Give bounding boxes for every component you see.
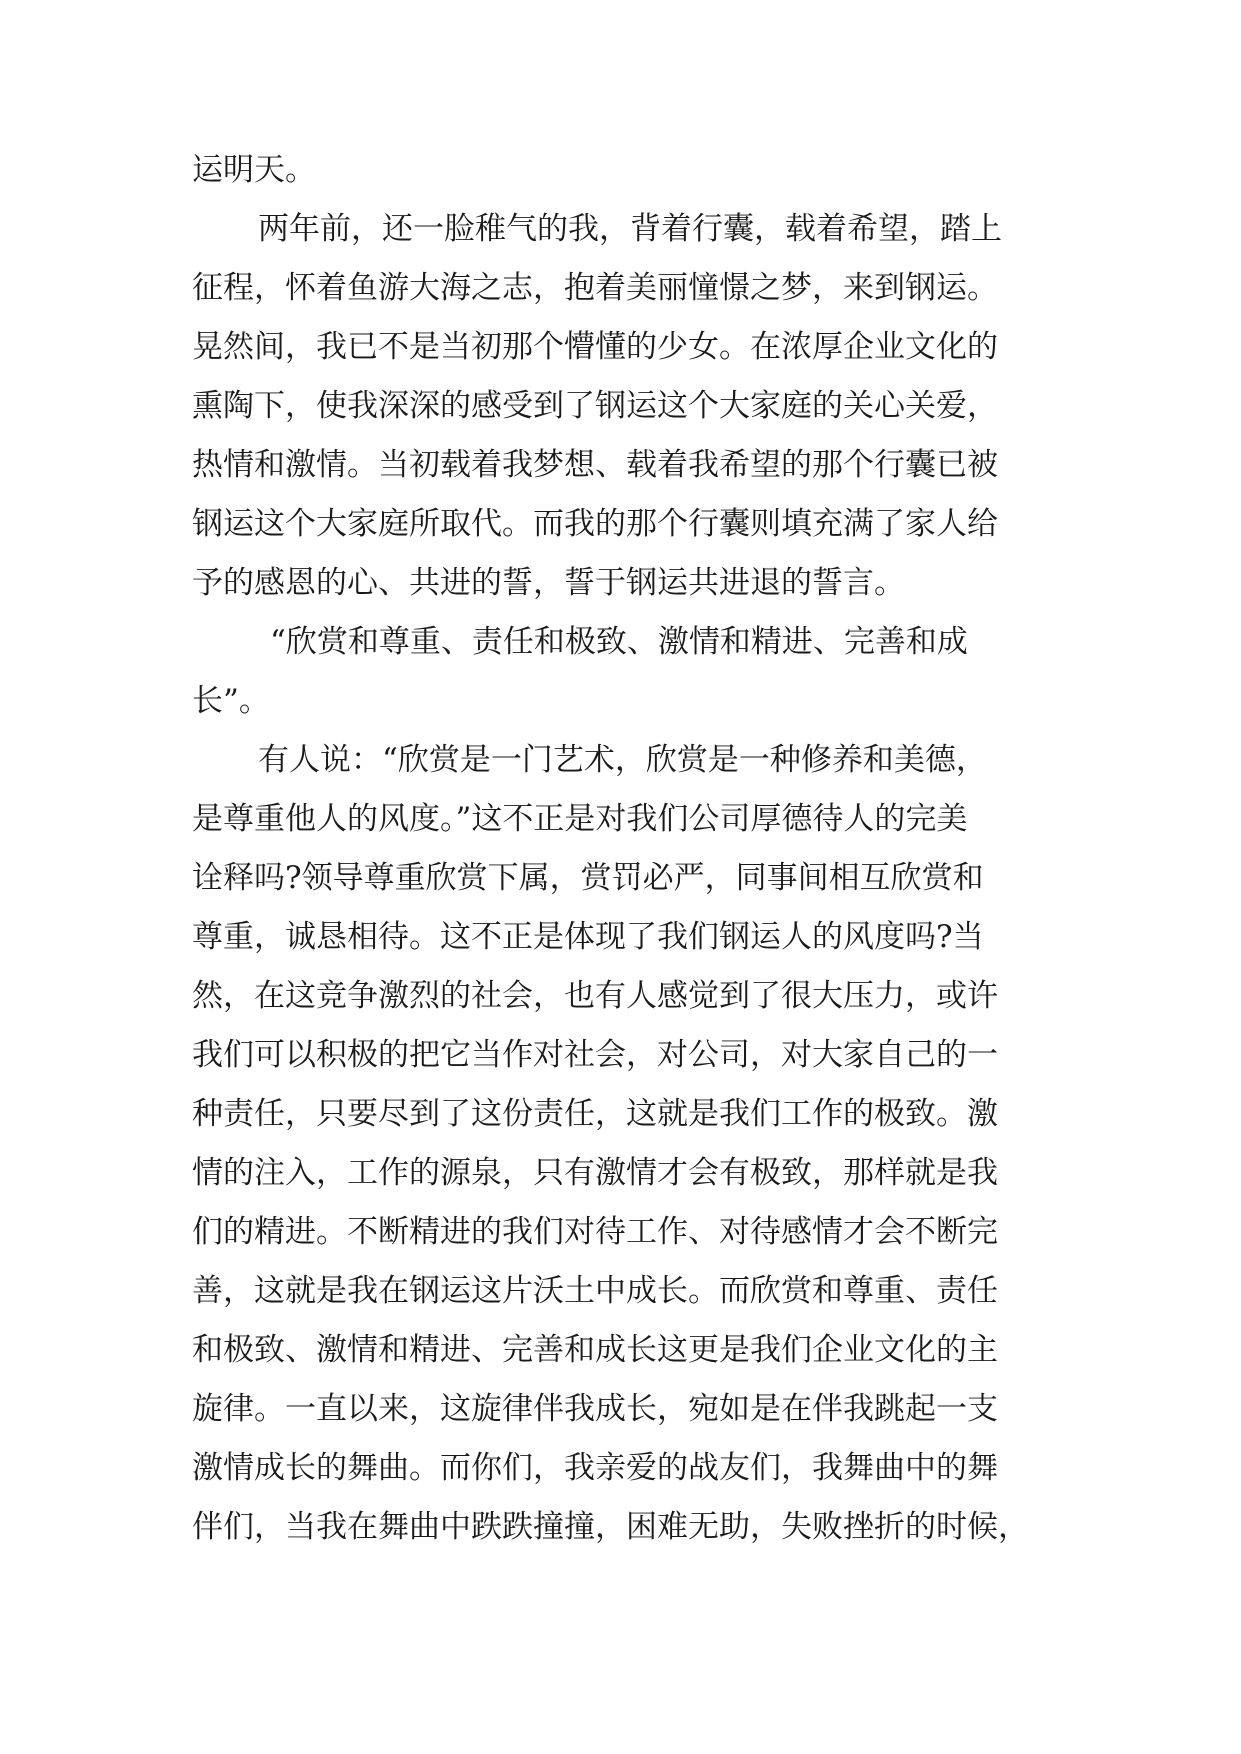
text-line: 们的精进。不断精进的我们对待工作、对待感情才会不断完 xyxy=(192,1214,998,1250)
text-line: 晃然间，我已不是当初那个懵懂的少女。在浓厚企业文化的 xyxy=(192,329,998,365)
text-line: “欣赏和尊重、责任和极致、激情和精进、完善和成 xyxy=(270,624,968,660)
text-line: 有人说：“欣赏是一门艺术，欣赏是一种修养和美德， xyxy=(258,742,987,778)
text-line: 是尊重他人的风度。”这不正是对我们公司厚德待人的完美 xyxy=(192,801,968,837)
text-line: 两年前，还一脸稚气的我，背着行囊，载着希望，踏上 xyxy=(258,211,1002,247)
text-line: 种责任，只要尽到了这份责任，这就是我们工作的极致。激 xyxy=(192,1096,998,1132)
text-line: 运明天。 xyxy=(192,152,316,188)
text-line: 热情和激情。当初载着我梦想、载着我希望的那个行囊已被 xyxy=(192,447,998,483)
text-line: 长”。 xyxy=(192,683,270,719)
text-line: 钢运这个大家庭所取代。而我的那个行囊则填充满了家人给 xyxy=(192,506,998,542)
text-line: 尊重，诚恳相待。这不正是体现了我们钢运人的风度吗?当 xyxy=(192,919,984,955)
text-line: 征程，怀着鱼游大海之志，抱着美丽憧憬之梦，来到钢运。 xyxy=(192,270,998,306)
text-line: 熏陶下，使我深深的感受到了钢运这个大家庭的关心关爱， xyxy=(192,388,998,424)
text-line: 善，这就是我在钢运这片沃土中成长。而欣赏和尊重、责任 xyxy=(192,1273,998,1309)
text-line: 然，在这竞争激烈的社会，也有人感觉到了很大压力，或许 xyxy=(192,978,998,1014)
text-line: 和极致、激情和精进、完善和成长这更是我们企业文化的主 xyxy=(192,1332,998,1368)
text-line: 我们可以积极的把它当作对社会，对公司，对大家自己的一 xyxy=(192,1037,998,1073)
text-line: 予的感恩的心、共进的誓，誓于钢运共进退的誓言。 xyxy=(192,565,905,601)
text-line: 激情成长的舞曲。而你们，我亲爱的战友们，我舞曲中的舞 xyxy=(192,1450,998,1486)
text-line: 情的注入，工作的源泉，只有激情才会有极致，那样就是我 xyxy=(192,1155,998,1191)
text-line: 旋律。一直以来，这旋律伴我成长，宛如是在伴我跳起一支 xyxy=(192,1391,998,1427)
text-line: 伴们，当我在舞曲中跌跌撞撞，困难无助，失败挫折的时候， xyxy=(192,1509,1029,1545)
text-line: 诠释吗?领导尊重欣赏下属，赏罚必严，同事间相互欣赏和 xyxy=(192,860,984,896)
